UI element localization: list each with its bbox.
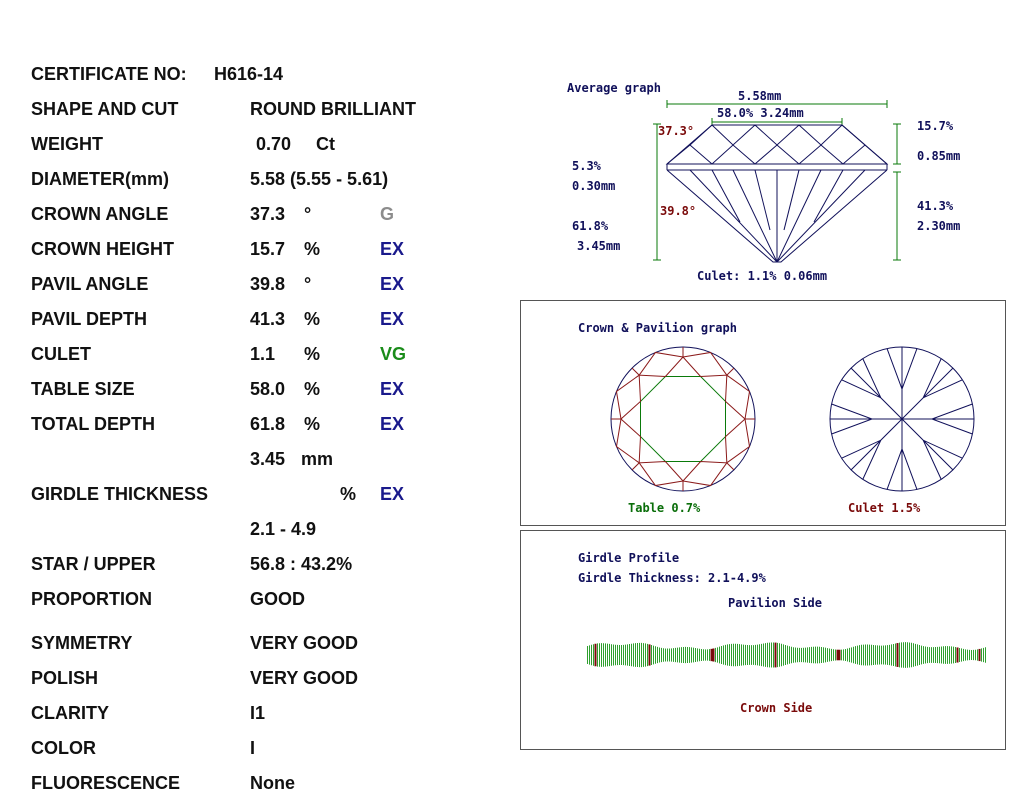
- girdle-waveform: [587, 635, 997, 675]
- spec-label: STAR / UPPER: [31, 554, 156, 574]
- spec-label: FLUORESCENCE: [31, 773, 181, 793]
- spec-grade: G: [380, 204, 395, 224]
- crown-pavilion-panel: [520, 300, 1006, 526]
- girdle-profile-panel: [520, 530, 1006, 750]
- spec-unit: %: [304, 309, 321, 329]
- spec-unit: °: [304, 274, 312, 294]
- crown-top-view: [603, 339, 763, 499]
- spec-label: WEIGHT: [31, 134, 103, 154]
- crown-pavilion-title: Crown & Pavilion graph: [578, 321, 737, 335]
- spec-value: 56.8 : 43.2%: [250, 554, 353, 574]
- spec-value: 3.45: [250, 449, 286, 469]
- girdle-pct-label: 5.3%: [572, 159, 601, 173]
- spec-value: GOOD: [250, 589, 306, 609]
- spec-label: CULET: [31, 344, 91, 364]
- spec-value: 2.1 - 4.9: [250, 519, 317, 539]
- spec-value: 61.8: [250, 414, 286, 434]
- spec-label: DIAMETER(mm): [31, 169, 169, 189]
- diameter-label: 5.58mm: [738, 89, 782, 103]
- pavilion-depth-pct-label: 41.3%: [917, 199, 954, 213]
- spec-grade: EX: [380, 484, 405, 504]
- girdle-thickness-label: Girdle Thickness: 2.1-4.9%: [578, 571, 766, 585]
- spec-value: VERY GOOD: [250, 633, 359, 653]
- spec-value: None: [250, 773, 295, 793]
- spec-label: CROWN HEIGHT: [31, 239, 174, 259]
- crown-angle-label: 37.3°: [658, 124, 695, 138]
- spec-grade: EX: [380, 379, 405, 399]
- spec-unit: Ct: [316, 134, 335, 154]
- certificate-value: H616-14: [214, 64, 284, 84]
- spec-value: 58.0: [250, 379, 286, 399]
- culet-percentage-label: Culet 1.5%: [848, 501, 921, 515]
- spec-value: I: [250, 738, 256, 758]
- spec-value: 1.1: [250, 344, 276, 364]
- spec-value: VERY GOOD: [250, 668, 359, 688]
- pavilion-depth-mm-label: 2.30mm: [917, 219, 961, 233]
- spec-unit: %: [340, 484, 357, 504]
- spec-grade: VG: [380, 344, 407, 364]
- girdle-profile-title: Girdle Profile: [578, 551, 680, 565]
- spec-label: PAVIL ANGLE: [31, 274, 149, 294]
- girdle-mm-label: 0.30mm: [572, 179, 616, 193]
- spec-value: 0.70: [256, 134, 292, 154]
- spec-unit: %: [304, 414, 321, 434]
- table-label: 58.0% 3.24mm: [717, 106, 804, 120]
- spec-label: PAVIL DEPTH: [31, 309, 148, 329]
- spec-unit: %: [304, 379, 321, 399]
- spec-value: 37.3: [250, 204, 286, 224]
- crown-height-pct-label: 15.7%: [917, 119, 954, 133]
- spec-label: TABLE SIZE: [31, 379, 135, 399]
- spec-label: GIRDLE THICKNESS: [31, 484, 209, 504]
- spec-label: SHAPE AND CUT: [31, 99, 179, 119]
- spec-grade: EX: [380, 274, 405, 294]
- crown-side-label: Crown Side: [740, 701, 813, 715]
- spec-value: 5.58 (5.55 - 5.61): [250, 169, 389, 189]
- spec-unit: %: [304, 344, 321, 364]
- pavilion-bottom-view: [822, 339, 982, 499]
- pavilion-angle-label: 39.8°: [660, 204, 697, 218]
- spec-grade: EX: [380, 239, 405, 259]
- spec-value: ROUND BRILLIANT: [250, 99, 416, 119]
- spec-value: I1: [250, 703, 266, 723]
- profile-graph-title: Average graph: [567, 81, 661, 95]
- certificate-label: CERTIFICATE NO:: [31, 64, 187, 84]
- pavilion-side-label: Pavilion Side: [728, 596, 822, 610]
- spec-label: TOTAL DEPTH: [31, 414, 156, 434]
- spec-grade: EX: [380, 414, 405, 434]
- spec-label: PROPORTION: [31, 589, 153, 609]
- spec-unit: mm: [301, 449, 334, 469]
- spec-grade: EX: [380, 309, 405, 329]
- total-depth-pct-label: 61.8%: [572, 219, 609, 233]
- spec-label: CROWN ANGLE: [31, 204, 169, 224]
- table-percentage-label: Table 0.7%: [628, 501, 701, 515]
- spec-value: 39.8: [250, 274, 286, 294]
- total-depth-mm-label: 3.45mm: [577, 239, 621, 253]
- crown-height-mm-label: 0.85mm: [917, 149, 961, 163]
- spec-label: SYMMETRY: [31, 633, 133, 653]
- spec-unit: °: [304, 204, 312, 224]
- spec-value: 41.3: [250, 309, 286, 329]
- spec-unit: %: [304, 239, 321, 259]
- spec-label: POLISH: [31, 668, 99, 688]
- spec-label: CLARITY: [31, 703, 109, 723]
- culet-label: Culet: 1.1% 0.06mm: [697, 269, 828, 283]
- spec-value: 15.7: [250, 239, 286, 259]
- spec-label: COLOR: [31, 738, 96, 758]
